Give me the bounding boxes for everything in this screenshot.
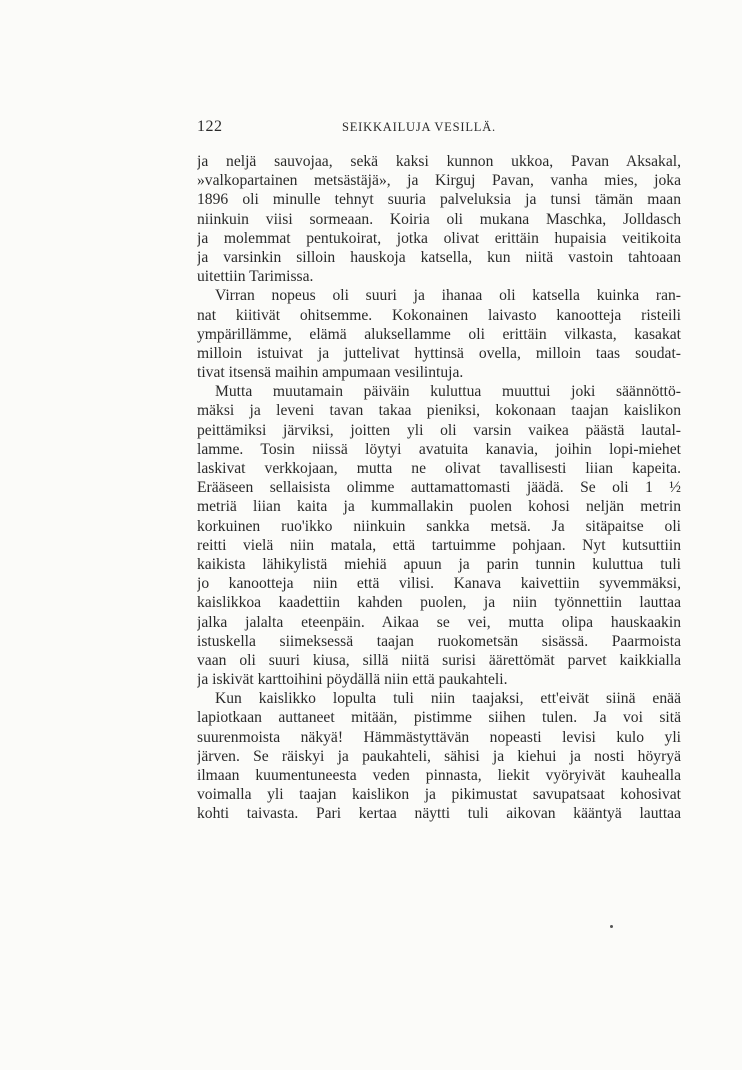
text-line: peittämiksi järviksi, joitten yli oli varsin vaikea päästä lautal-	[197, 421, 681, 439]
text-line: kaislikkoa kaadettiin kahden puolen, ja niin työnnettiin lauttaa	[197, 594, 681, 612]
text-line: vaan oli suuri kiusa, sillä niitä surisi äärettömät parvet kaikkialla	[197, 651, 681, 669]
text-line: jo kanootteja niin että vilisi. Kanava kaivettiin syvemmäksi,	[197, 575, 681, 593]
text-line: laskivat verkkojaan, mutta ne olivat tavallisesti liian kapeita.	[197, 460, 681, 477]
text-line: Mutta muutamain päiväin kuluttua muuttui joki säännöttö-	[215, 383, 681, 401]
text-line: ilmaan kuumentuneesta veden pinnasta, liekit vyöryivät kauhealla	[197, 767, 681, 784]
text-line: Virran nopeus oli suuri ja ihanaa oli katsella kuinka ran-	[215, 287, 681, 305]
text-line: metriä liian kaita ja kummallakin puolen kohosi neljän metrin	[197, 498, 681, 516]
page-header	[197, 118, 681, 138]
text-line: lamme. Tosin niissä löytyi avatuita kanavia, joihin lopi-miehet	[197, 440, 681, 458]
text-line: 1896 oli minulle tehnyt suuria palveluksia ja tunsi tämän maan	[197, 191, 681, 209]
text-line: ympärillämme, elämä aluksellamme oli erittäin vilkasta, kasakat	[197, 325, 681, 343]
text-line: Erääseen sellaisista olimme auttamattomasti jäädä. Se oli 1 ½	[197, 479, 681, 497]
text-line: reitti vielä niin matala, että tartuimme pohjaan. Nyt kutsuttiin	[197, 536, 681, 554]
text-line: Kun kaislikko lopulta tuli niin taajaksi, ett'eivät siinä enää	[215, 690, 681, 708]
text-line: kohti taivasta. Pari kertaa näytti tuli aikovan kääntyä lauttaa	[197, 805, 681, 823]
body-text	[197, 152, 681, 824]
text-line: nat kiitivät ohitsemme. Kokonainen laivasto kanootteja risteili	[197, 306, 681, 324]
text-line: mäksi ja leveni tavan takaa pieniksi, kokonaan taajan kaislikon	[197, 402, 681, 420]
text-line: uitettiin Tarimissa.	[197, 268, 314, 286]
text-line: ja molemmat pentukoirat, jotka olivat erittäin hupaisia veitikoita	[197, 229, 681, 247]
text-line: tivat itsensä maihin ampumaan vesilintuja.	[197, 364, 464, 382]
text-line: korkuinen ruo'ikko niinkuin sankka metsä. Ja sitäpaitse oli	[197, 517, 681, 535]
running-head: SEIKKAILUJA VESILLÄ.	[342, 120, 496, 134]
text-line: lapiotkaan auttaneet mitään, pistimme siihen tulen. Ja voi sitä	[197, 709, 681, 727]
text-line: voimalla yli taajan kaislikon ja pikimustat savupatsaat kohosivat	[197, 786, 681, 804]
text-line: järven. Se räiskyi ja paukahteli, sähisi ja kiehui ja nosti höyryä	[197, 747, 681, 765]
page-number: 122	[197, 118, 223, 135]
text-line: ja neljä sauvojaa, sekä kaksi kunnon ukkoa, Pavan Aksakal,	[197, 153, 681, 170]
text-line: niinkuin viisi sormeaan. Koiria oli mukana Maschka, Jolldasch	[197, 210, 681, 228]
text-line: jalka jalalta eteenpäin. Aikaa se vei, mutta olipa hauskaakin	[197, 613, 681, 631]
text-line: kaikista lähikylistä miehiä apuun ja parin tunnin kuluttua tuli	[197, 555, 681, 573]
text-line: milloin istuivat ja juttelivat hyttinsä ovella, milloin taas soudat-	[197, 344, 681, 362]
text-line: ja iskivät karttoihini pöydällä niin että paukahteli.	[197, 671, 508, 689]
text-line: istuskella siimeksessä taajan ruokometsän sisässä. Paarmoista	[197, 632, 681, 650]
text-line: »valkopartainen metsästäjä», ja Kirguj Pavan, vanha mies, joka	[197, 172, 681, 190]
text-line: ja varsinkin silloin hauskoja katsella, kun niitä vastoin tahtoaan	[197, 248, 681, 266]
text-line: suurenmoista näkyä! Hämmästyttävän nopeasti levisi kulo yli	[197, 728, 681, 746]
print-speck	[610, 925, 613, 928]
